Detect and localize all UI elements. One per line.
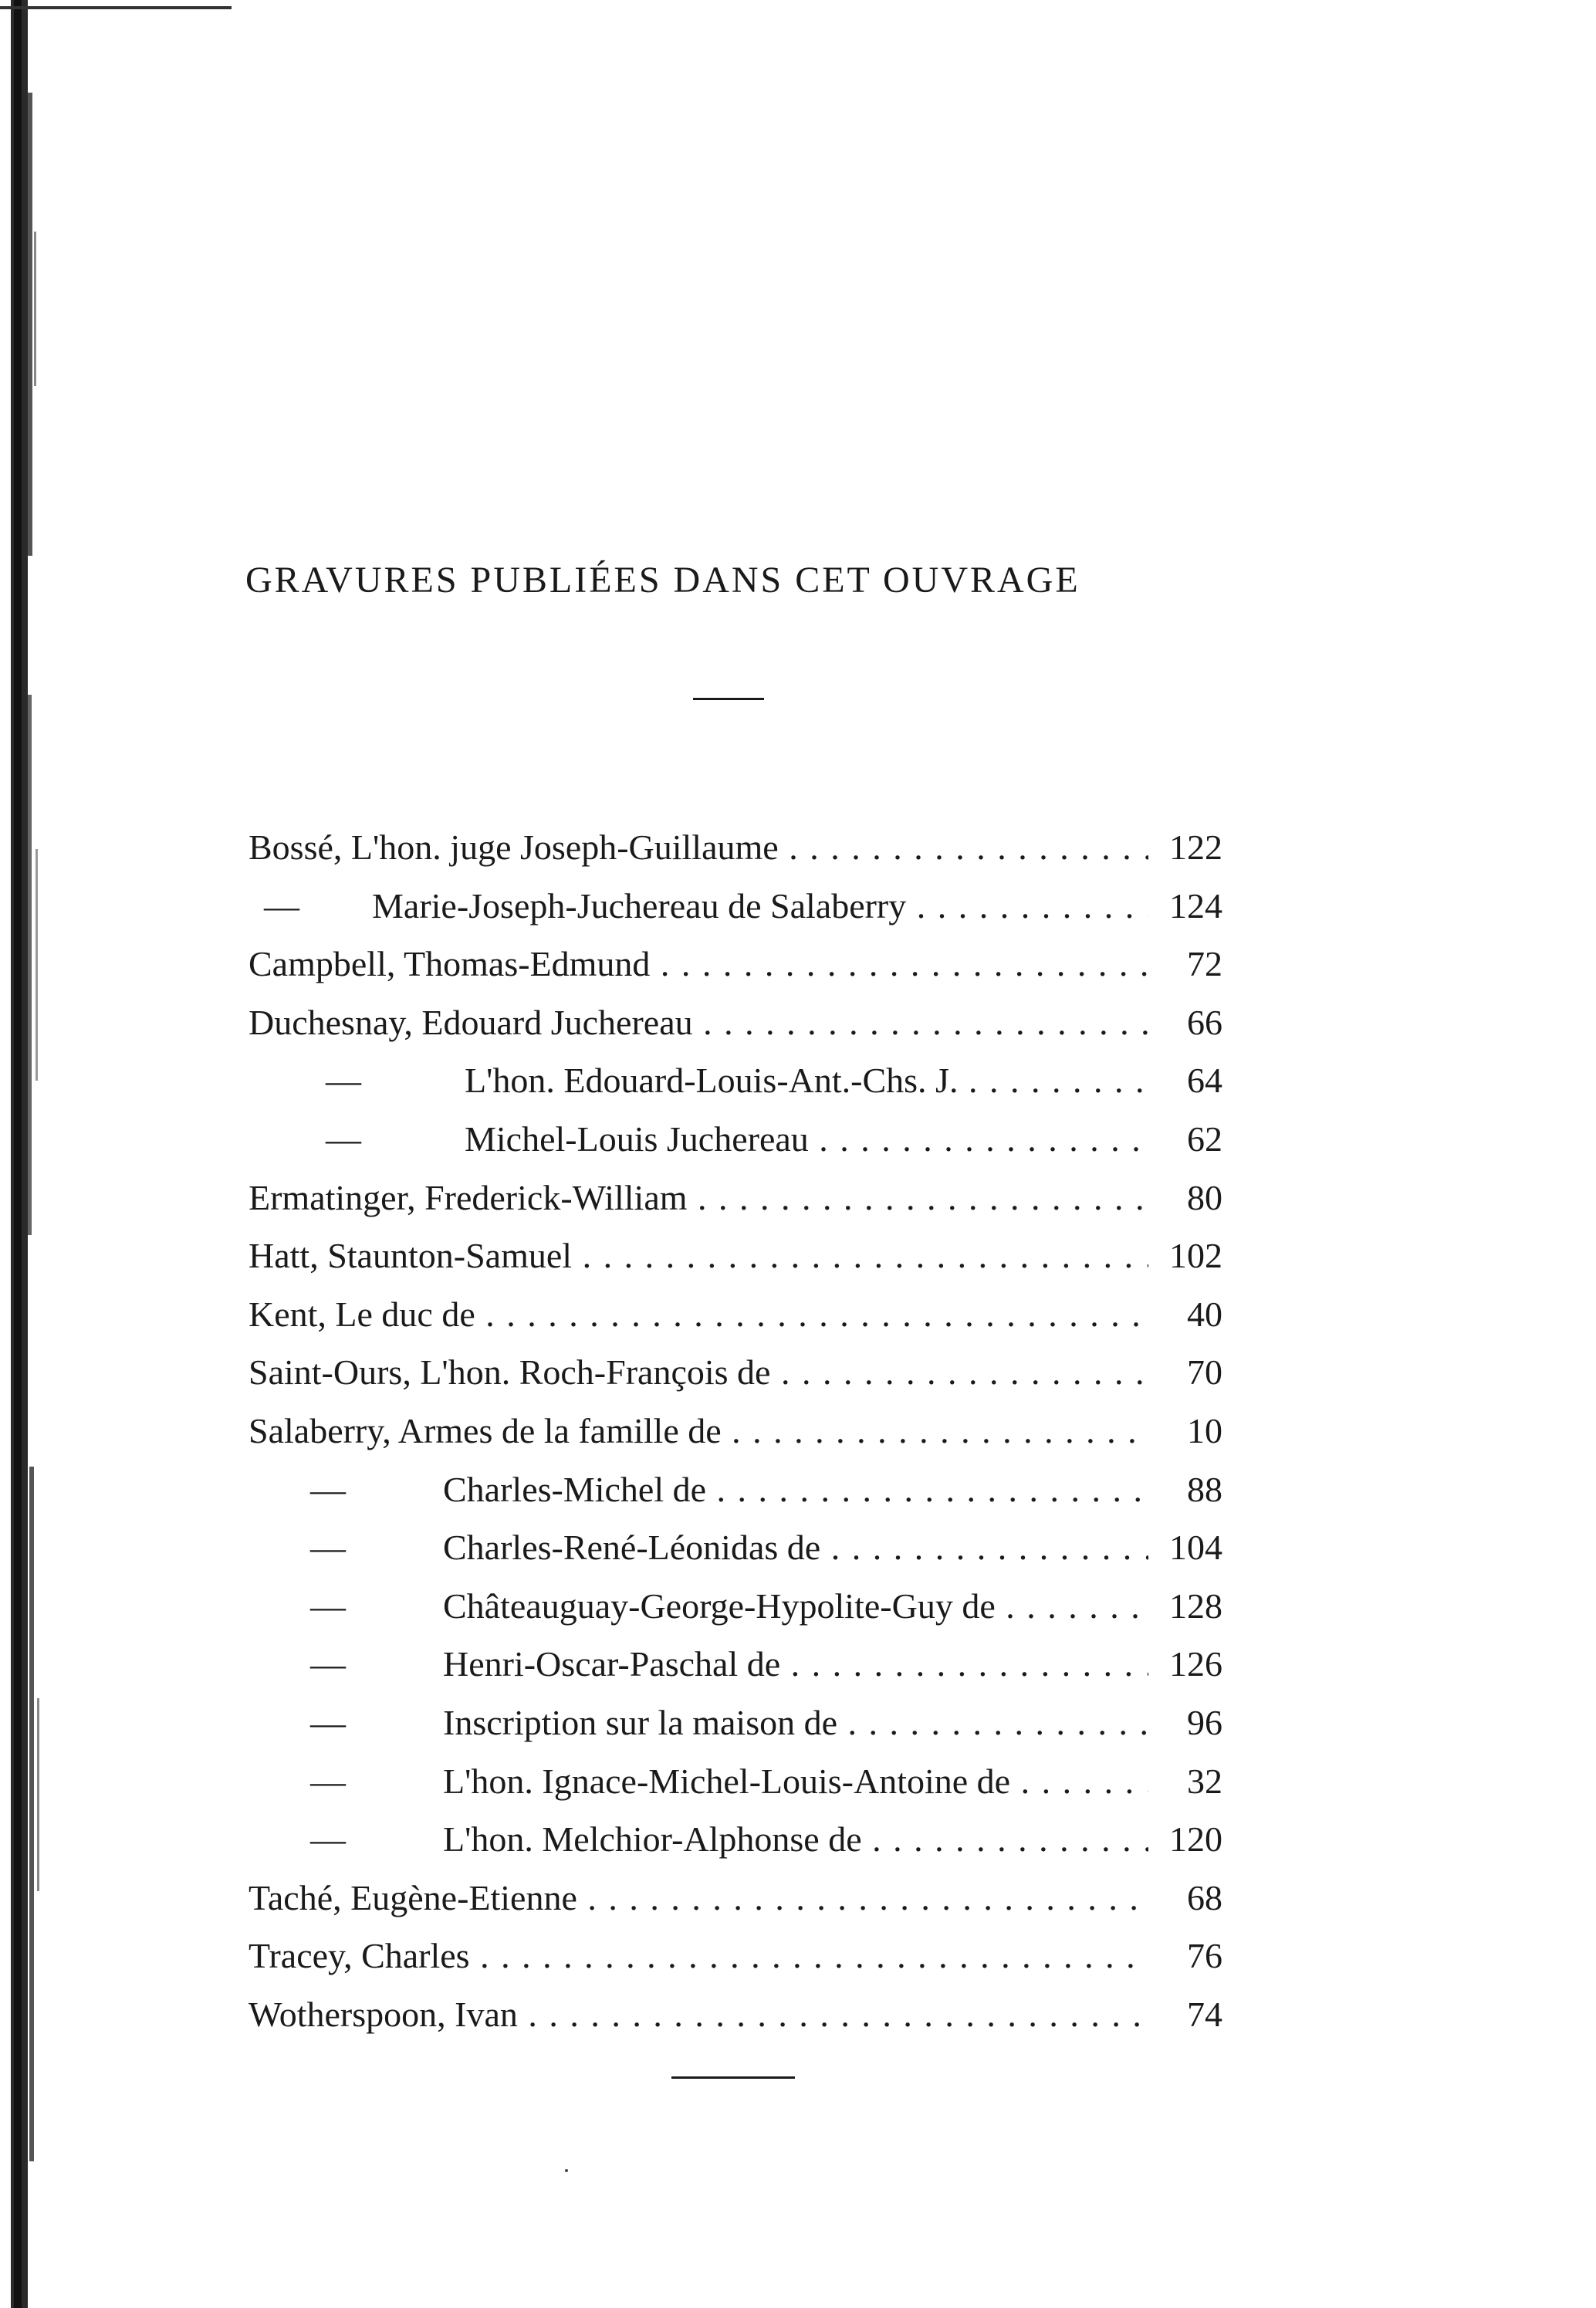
list-item <box>249 1227 1222 1285</box>
list-item <box>249 1051 1222 1110</box>
page-title: GRAVURES PUBLIÉES DANS CET OUVRAGE <box>245 560 1080 601</box>
ditto-dash: — <box>310 1528 346 1568</box>
entry-label: Charles-René-Léonidas de . . . <box>443 1518 1148 1577</box>
entry-page-number: 74 <box>1187 1994 1222 2034</box>
binding-edge-scan <box>0 0 62 2308</box>
ditto-dash: — <box>310 1469 346 1509</box>
entry-page-number: 126 <box>1169 1644 1222 1684</box>
entry-page-number: 40 <box>1187 1294 1222 1334</box>
entry-page-number: 104 <box>1169 1528 1222 1568</box>
entry-page-number: 80 <box>1187 1177 1222 1217</box>
list-item <box>249 1518 1222 1577</box>
entry-label: L'hon. Melchior-Alphonse de . . . <box>443 1810 1148 1869</box>
entry-label: Marie-Joseph-Juchereau de Salaberry . . . <box>372 877 1148 936</box>
entry-page-number: 70 <box>1187 1352 1222 1393</box>
entry-label: Michel-Louis Juchereau . . . <box>465 1110 1148 1169</box>
ditto-dash: — <box>310 1761 346 1801</box>
ditto-dash: — <box>264 885 299 926</box>
list-item <box>249 935 1222 993</box>
entry-page-number: 64 <box>1187 1061 1222 1101</box>
entry-label: Bossé, L'hon. juge Joseph-Guillaume . . . <box>249 818 1148 877</box>
list-item <box>249 1869 1222 1927</box>
list-item <box>249 1577 1222 1636</box>
ditto-dash: — <box>326 1118 361 1159</box>
bottom-divider <box>671 2076 795 2079</box>
list-item <box>249 1635 1222 1694</box>
entry-page-number: 76 <box>1187 1936 1222 1976</box>
list-item <box>249 1985 1222 2044</box>
entry-label: Tracey, Charles . . . <box>249 1927 1148 1985</box>
list-item <box>249 1460 1222 1519</box>
entry-label: Campbell, Thomas-Edmund . . . <box>249 935 1148 993</box>
print-speck <box>565 2169 568 2172</box>
entry-label: Salaberry, Armes de la famille de . . . <box>249 1402 1148 1460</box>
entry-label: L'hon. Ignace-Michel-Louis-Antoine de . . . <box>443 1752 1148 1811</box>
entry-label: Taché, Eugène-Etienne . . . <box>249 1869 1148 1927</box>
entry-label: Châteauguay-George-Hypolite-Guy de . . . <box>443 1577 1148 1636</box>
list-item <box>249 1285 1222 1344</box>
entry-page-number: 62 <box>1187 1118 1222 1159</box>
entry-page-number: 96 <box>1187 1702 1222 1742</box>
list-item <box>249 1343 1222 1402</box>
entry-label: Ermatinger, Frederick-William . . . <box>249 1169 1148 1227</box>
ditto-dash: — <box>310 1585 346 1626</box>
entry-page-number: 102 <box>1169 1236 1222 1276</box>
entry-page-number: 32 <box>1187 1761 1222 1801</box>
list-item <box>249 877 1222 936</box>
entry-label: Kent, Le duc de . . . <box>249 1285 1148 1344</box>
entry-label: Duchesnay, Edouard Juchereau . . . <box>249 993 1148 1052</box>
entry-page-number: 68 <box>1187 1877 1222 1917</box>
entry-page-number: 66 <box>1187 1002 1222 1042</box>
list-item <box>249 993 1222 1052</box>
entry-label: Inscription sur la maison de . . . <box>443 1694 1148 1752</box>
list-item <box>249 1752 1222 1811</box>
title-divider <box>693 698 764 700</box>
entry-page-number: 128 <box>1169 1585 1222 1626</box>
ditto-dash: — <box>310 1644 346 1684</box>
list-item <box>249 818 1222 877</box>
ditto-dash: — <box>310 1819 346 1860</box>
entry-page-number: 120 <box>1169 1819 1222 1860</box>
ditto-dash: — <box>326 1061 361 1101</box>
entry-label: Wotherspoon, Ivan . . . <box>249 1985 1148 2044</box>
entry-label: L'hon. Edouard-Louis-Ant.-Chs. J. . . . <box>465 1051 1148 1110</box>
scan-top-edge <box>0 6 232 9</box>
list-item <box>249 1169 1222 1227</box>
entry-label: Charles-Michel de . . . <box>443 1460 1148 1519</box>
entry-page-number: 124 <box>1169 885 1222 926</box>
engravings-list <box>249 818 1222 2043</box>
list-item <box>249 1810 1222 1869</box>
list-item <box>249 1694 1222 1752</box>
entry-page-number: 10 <box>1187 1410 1222 1450</box>
entry-page-number: 72 <box>1187 944 1222 984</box>
list-item <box>249 1110 1222 1169</box>
entry-label: Henri-Oscar-Paschal de . . . <box>443 1635 1148 1694</box>
ditto-dash: — <box>310 1702 346 1742</box>
entry-page-number: 122 <box>1169 827 1222 867</box>
list-item <box>249 1402 1222 1460</box>
entry-page-number: 88 <box>1187 1469 1222 1509</box>
entry-label: Hatt, Staunton-Samuel . . . <box>249 1227 1148 1285</box>
list-item <box>249 1927 1222 1985</box>
entry-label: Saint-Ours, L'hon. Roch-François de . . . <box>249 1343 1148 1402</box>
